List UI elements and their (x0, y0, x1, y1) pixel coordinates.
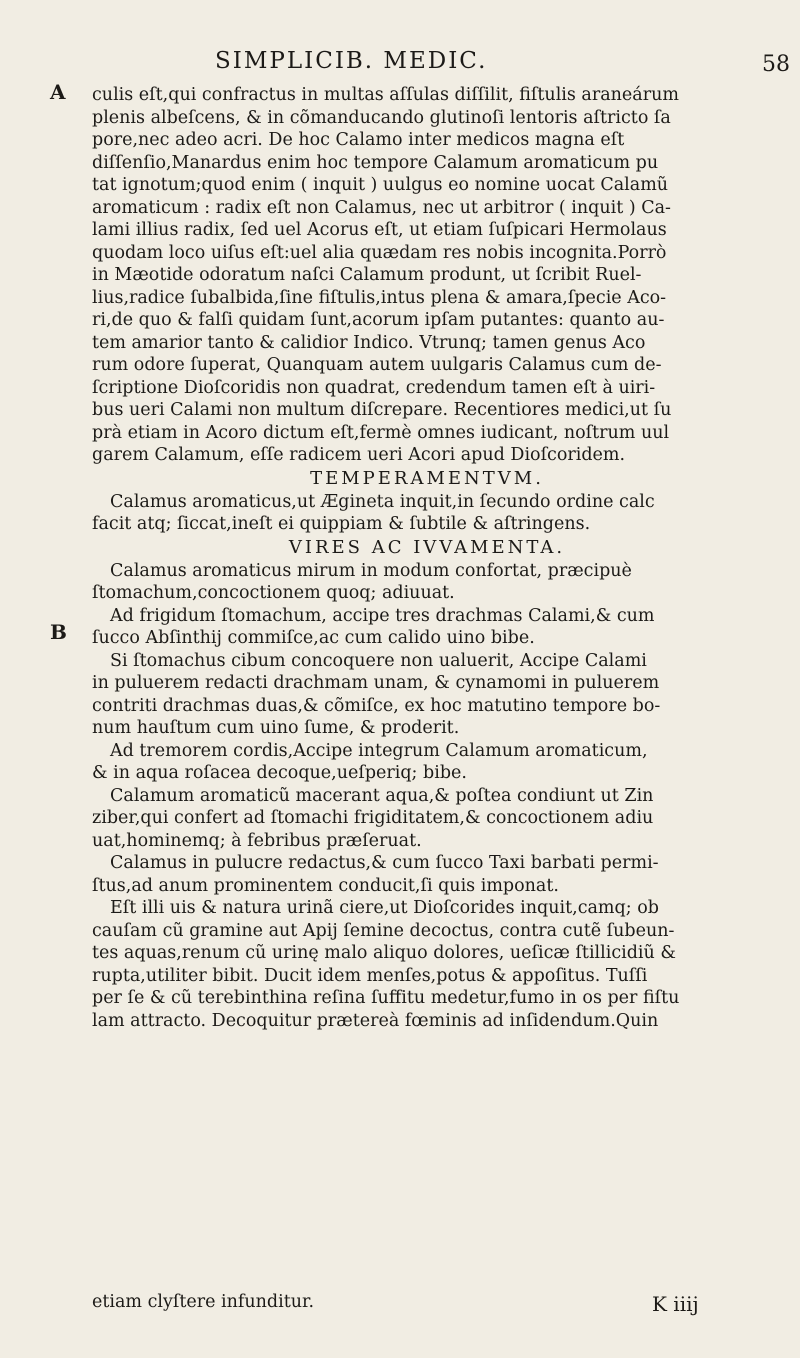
text-line: quodam loco uiſus eſt:uel alia quædam res nobis incognita.Porrò (92, 242, 667, 263)
section-heading-vires: VIRES AC IVVAMENTA. (288, 536, 566, 558)
text-line: prà etiam in Acoro dictum eſt,fermè omnes iudicant, noſtrum uul (92, 422, 670, 443)
text-line: culis eſt,qui confractus in multas aſſulas diſſilit, fiſtulis araneárum (92, 85, 679, 105)
text-line: ſtus,ad anum prominentem conducit,ſi quis imponat. (92, 875, 559, 896)
text-line: Calamus in pulucre redactus,& cum ſucco Taxi barbati permi- (110, 853, 659, 873)
text-line: rupta,utiliter bibit. Ducit idem menſes,potus & appoſitus. Tuſſi (92, 965, 648, 986)
text-line: Ad tremorem cordis,Accipe integrum Calamum aromaticum, (110, 740, 648, 761)
text-line: aromaticum : radix eſt non Calamus, nec ut arbitror ( inquit ) Ca- (92, 197, 671, 218)
text-line: contriti drachmas duas,& cõmiſce, ex hoc matutino tempore bo- (92, 695, 661, 716)
text-line: Calamus aromaticus mirum in modum confortat, præcipuè (110, 560, 632, 581)
text-line: ziber,qui confert ad ſtomachi frigiditatem,& concoctionem adiu (92, 808, 654, 828)
text-line: tes aquas,renum cũ urinę malo aliquo dolores, ueſicæ ſtillicidiũ & (92, 943, 676, 963)
text-line: tem amarior tanto & calidior Indico. Vtrunq; tamen genus Aco (92, 332, 646, 353)
page-number: 58 (762, 52, 790, 77)
paragraph-vires (92, 560, 762, 1033)
text-line: ſtomachum,concoctionem quoq; adiuuat. (92, 583, 455, 603)
text-line: in puluerem redacti drachmam unam, & cynamomi in puluerem (92, 673, 660, 693)
text-line: pore,nec adeo acri. De hoc Calamo inter medicos magna eſt (92, 130, 625, 150)
section-heading-temperamentum: TEMPERAMENTVM. (310, 467, 544, 489)
text-line: lius,radice ſubalbida,ſine fiſtulis,intus plena & amara,ſpecie Aco- (92, 287, 667, 308)
page-header (0, 48, 800, 80)
text-line: per ſe & cũ terebinthina reſina ſuffitu medetur,fumo in os per fiſtu (92, 988, 680, 1008)
text-line: ſcriptione Dioſcoridis non quadrat, credendum tamen eſt à uiri- (92, 377, 656, 398)
text-line: Si ſtomachus cibum concoquere non ualuerit, Accipe Calami (110, 650, 647, 671)
text-line: Calamum aromaticũ macerant aqua,& poſtea condiunt ut Zin (110, 785, 654, 806)
signature-mark: K iiij (652, 1292, 699, 1316)
text-line: Eſt illi uis & natura urinã ciere,ut Dioſcorides inquit,camq; ob (110, 898, 659, 918)
page-footer (92, 1292, 762, 1316)
text-line: ſucco Abſinthij commiſce,ac cum calido uino bibe. (92, 628, 535, 648)
margin-letter-a: A (50, 80, 66, 104)
text-line: plenis albeſcens, & in cõmanducando glutinoſi lentoris aſtricto ſa (92, 107, 671, 128)
text-line: garem Calamum, eſſe radicem ueri Acori apud Dioſcoridem. (92, 445, 626, 465)
text-line: & in aqua roſacea decoque,ueſperiq; bibe. (92, 763, 467, 783)
text-line: lami illius radix, ſed uel Acorus eſt, ut etiam ſuſpicari Hermolaus (92, 220, 667, 240)
running-head: SIMPLICIB. MEDIC. (215, 48, 488, 74)
text-line: Ad frigidum ſtomachum, accipe tres drachmas Calami,& cum (110, 605, 655, 626)
text-line: ri,de quo & falſi quidam ſunt,acorum ipſam putantes: quanto au- (92, 310, 665, 330)
text-line: Calamus aromaticus,ut Ægineta inquit,in ſecundo ordine calc (110, 491, 655, 512)
text-line: tat ignotum;quod enim ( inquit ) uulgus eo nomine uocat Calamũ (92, 175, 669, 195)
text-line: num hauſtum cum uino ſume, & proderit. (92, 718, 460, 738)
text-line: lam attracto. Decoquitur prætereà fœminis ad inſidendum.Quin (92, 1010, 659, 1031)
margin-letter-b: B (50, 620, 67, 644)
text-line: facit atq; ſiccat,ineſt ei quippiam & ſubtile & aſtringens. (92, 514, 591, 534)
text-line: diſſenſio,Manardus enim hoc tempore Calamum aromaticum pu (92, 152, 659, 173)
text-line: cauſam cũ gramine aut Apij ſemine decoctus, contra cutẽ ſubeun- (92, 920, 675, 941)
paragraph-calamus (92, 84, 762, 467)
text-line: uat,hominemq; à febribus præſeruat. (92, 830, 422, 851)
paragraph-temperamentum (92, 491, 762, 536)
text-body (92, 84, 762, 1032)
text-line: rum odore ſuperat, Quanquam autem uulgaris Calamus cum de- (92, 355, 662, 375)
catchline: etiam clyſtere infunditur. (92, 1292, 315, 1312)
text-line: in Mæotide odoratum naſci Calamum produnt, ut ſcribit Ruel- (92, 265, 642, 285)
text-line: bus ueri Calami non multum diſcrepare. Recentiores medici,ut ſu (92, 400, 672, 420)
